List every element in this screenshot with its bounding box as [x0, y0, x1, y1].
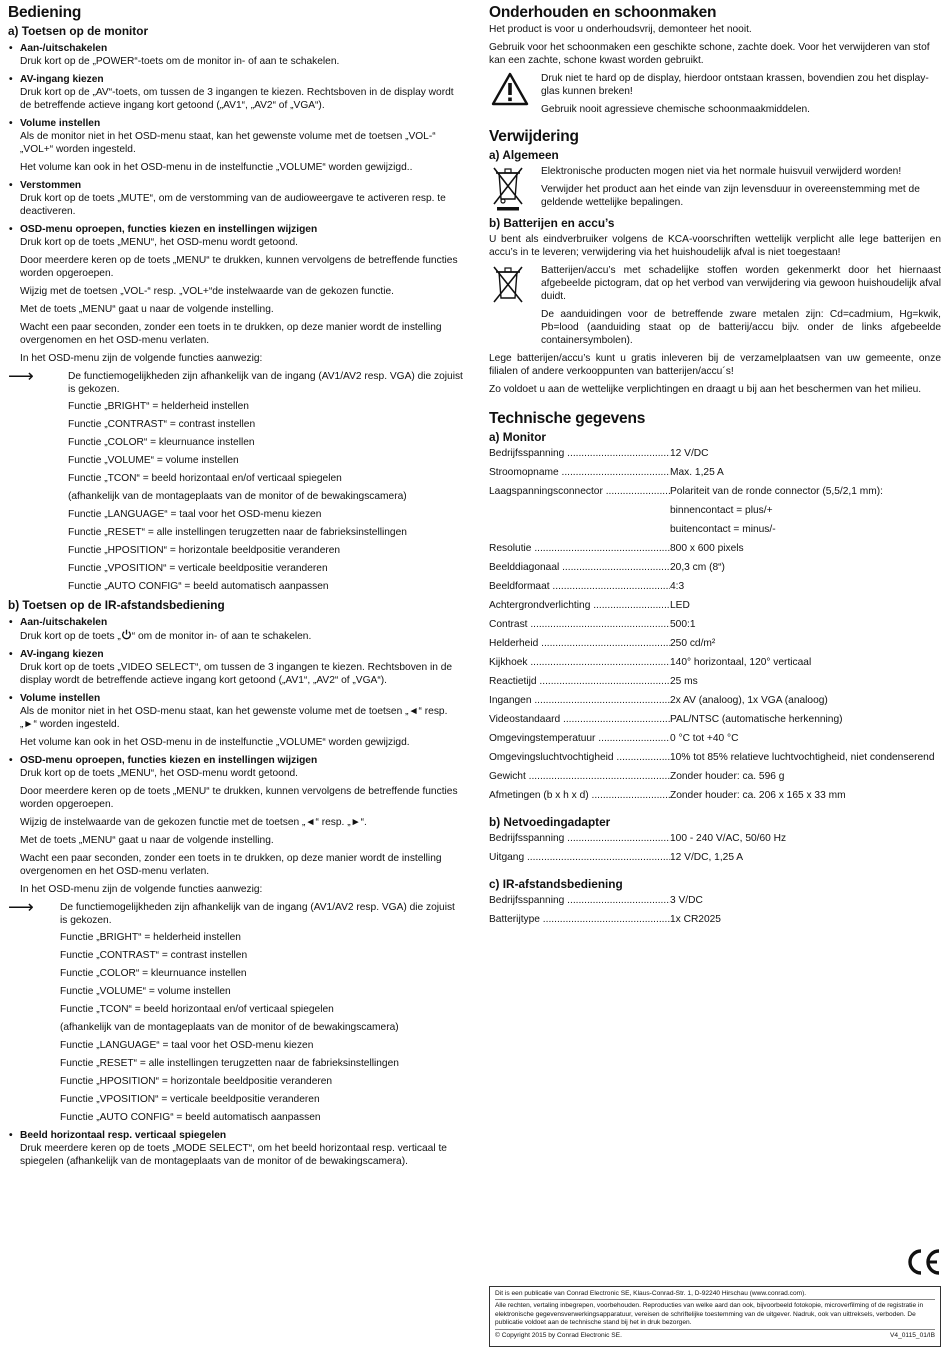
spec-row: [489, 913, 941, 926]
spec-value: LED: [670, 600, 690, 611]
text-av-input-remote: Druk kort op de toets „VIDEO SELECT“, om tussen de 3 ingangen te kiezen. Rechtsboven in de display wordt de betreffende actieve ingang kort getoond („AV1“, „AV2“ of „VGA“).: [20, 662, 453, 686]
spec-label: Achtergrondverlichting .....: [489, 599, 670, 612]
function-item: Functie „CONTRAST“ = contrast instellen: [60, 950, 248, 961]
copyright: © Copyright 2015 by Conrad Electronic SE.: [495, 1331, 622, 1339]
spec-value: 500:1: [670, 619, 696, 630]
function-item: Functie „COLOR“ = kleurnuance instellen: [60, 968, 247, 979]
text-osd-5: Wacht een paar seconden, zonder een toets in te drukken, op deze manier wordt de instelling overgenomen en het OSD-menu verlaten.: [20, 322, 442, 346]
spec-value: 2x AV (analoog), 1x VGA (analoog): [670, 695, 828, 706]
item-volume-remote: • Volume instellen: [8, 692, 463, 705]
spec-row: [489, 599, 941, 612]
text-osd-remote-2: Door meerdere keren op de toets „MENU“ te drukken, kunnen vervolgens de betreffende functies worden opgeroepen.: [20, 786, 458, 810]
ce-logo-icon: [906, 1248, 942, 1276]
item-av-input: • AV-ingang kiezen: [8, 73, 463, 86]
function-item: Functie „LANGUAGE“ = taal voor het OSD-menu kiezen: [68, 509, 322, 520]
spec-row: [489, 580, 941, 593]
spec-value: 12 V/DC: [670, 448, 709, 459]
function-item: Functie „AUTO CONFIG“ = beeld automatisch aanpassen: [68, 581, 329, 592]
function-item: Functie „RESET“ = alle instellingen terugzetten naar de fabrieksinstellingen: [68, 527, 407, 538]
text-mute: Druk kort op de toets „MUTE“, om de verstomming van de audioweergave te activeren resp. te deactiveren.: [20, 193, 446, 217]
function-item: Functie „VOLUME“ = volume instellen: [60, 986, 231, 997]
spec-row: [489, 466, 941, 479]
spec-label: Afmetingen (b x h x d) .....: [489, 789, 670, 802]
spec-value: Zonder houder: ca. 206 x 165 x 33 mm: [670, 790, 846, 801]
section-title-operation: Bediening: [8, 4, 82, 21]
item-av-input-remote: • AV-ingang kiezen: [8, 648, 463, 661]
spec-label: Resolutie .....: [489, 542, 670, 555]
spec-row: [489, 694, 941, 707]
item-mirror: • Beeld horizontaal resp. verticaal spiegelen: [8, 1129, 463, 1142]
function-item: Functie „CONTRAST“ = contrast instellen: [68, 419, 256, 430]
spec-row: [489, 675, 941, 688]
text-osd-remote-3: Wijzig de instelwaarde van de gekozen functie met de toetsen „◄“ resp. „►“.: [20, 817, 367, 828]
item-on-off-remote: • Aan-/uitschakelen: [8, 616, 463, 629]
spec-value: 140° horizontaal, 120° verticaal: [670, 657, 812, 668]
spec-value: 12 V/DC, 1,25 A: [670, 852, 744, 863]
divider: [495, 1299, 935, 1300]
subsection-title-monitor-buttons: a) Toetsen op de monitor: [8, 24, 149, 38]
function-item: (afhankelijk van de montageplaats van de monitor of de bewakingscamera): [60, 1022, 399, 1033]
text-osd-1: Druk kort op de toets „MENU“, het OSD-menu wordt getoond.: [20, 237, 299, 248]
subsection-title-power-adapter: b) Netvoedingadapter: [489, 815, 611, 829]
function-item: Functie „BRIGHT“ = helderheid instellen: [68, 401, 249, 412]
long-arrow-icon: ⟶: [8, 897, 34, 917]
text-osd-2: Door meerdere keren op de toets „MENU“ te drukken, kunnen vervolgens de betreffende functies worden opgeroepen.: [20, 255, 458, 279]
subsection-title-general: a) Algemeen: [489, 148, 559, 162]
spec-label: Ingangen .....: [489, 694, 670, 707]
text-osd-3: Wijzig met de toetsen „VOL-“ resp. „VOL+“de instelwaarde van de gekozen functie.: [20, 286, 395, 297]
note-text: De functiemogelijkheden zijn afhankelijk van de ingang (AV1/AV2 resp. VGA) die zojuist is gekozen.: [60, 902, 455, 926]
spec-table-remote: [489, 894, 941, 926]
spec-row: [489, 770, 941, 783]
spec-row: [489, 447, 941, 460]
spec-label: Reactietijd .....: [489, 675, 670, 688]
spec-table-power: [489, 832, 941, 864]
function-list: [8, 931, 463, 1124]
function-item: Functie „COLOR“ = kleurnuance instellen: [68, 437, 255, 448]
spec-value: 100 - 240 V/AC, 50/60 Hz: [670, 833, 787, 844]
spec-row: [489, 789, 941, 802]
spec-value: 0 °C tot +40 °C: [670, 733, 739, 744]
text-volume-remote-1: Als de monitor niet in het OSD-menu staat, kan het gewenste volume met de toetsen „◄“ resp. „►“ worden ingesteld.: [20, 706, 448, 730]
function-item: Functie „HPOSITION“ = horizontale beeldpositie veranderen: [68, 545, 341, 556]
text-osd-remote-1: Druk kort op de toets „MENU“, het OSD-menu wordt getoond.: [20, 768, 299, 779]
text-osd-remote-6: In het OSD-menu zijn de volgende functies aanwezig:: [20, 884, 263, 895]
spec-label: Helderheid .....: [489, 637, 670, 650]
spec-value: Polariteit van de ronde connector (5,5/2,1 mm):: [670, 486, 883, 497]
section-title-maintenance: Onderhouden en schoonmaken: [489, 4, 717, 21]
text-batteries-5: Zo voldoet u aan de wettelijke verplichtingen en draagt u bij aan het beschermen van het milieu.: [489, 384, 922, 395]
spec-label: Uitgang .....: [489, 851, 670, 864]
spec-row: [489, 561, 941, 574]
text-batteries-1: U bent als eindverbruiker volgens de KCA-voorschriften wettelijk verplicht alle lege batterijen en accu’s in te leveren; verwijdering via het huishoudelijk afval is niet toegestaan!: [489, 234, 941, 258]
function-item: Functie „VPOSITION“ = verticale beeldpositie veranderen: [68, 563, 328, 574]
text-on-off-remote: Druk kort op de toets „ “ om de monitor in- of aan te schakelen.: [20, 631, 312, 642]
divider: [495, 1329, 935, 1330]
warning-triangle-icon: [491, 72, 529, 106]
spec-row: [489, 751, 941, 764]
spec-value: 3 V/DC: [670, 895, 703, 906]
spec-label: Videostandaard .....: [489, 713, 670, 726]
imprint-line-2: Alle rechten, vertaling inbegrepen, voorbehouden. Reproducties van welke aard dan ook, bijvoorbeeld fotokopie, microverfilming of de registratie in elektronische gegevensverwerkingsapparatuur, vereisen de schriftelijke toestemming van de uitgever. Nadruk, ook van uittreksels, verboden. De publicatie voldoet aan de technische stand bij het in druk bezorgen.: [495, 1302, 924, 1327]
text-on-off: Druk kort op de „POWER“-toets om de monitor in- of aan te schakelen.: [20, 56, 340, 67]
spec-label: Contrast .....: [489, 618, 670, 631]
spec-label: Kijkhoek .....: [489, 656, 670, 669]
spec-label: Beeldformaat .....: [489, 580, 670, 593]
item-osd: • OSD-menu oproepen, functies kiezen en instellingen wijzigen: [8, 223, 463, 236]
function-item: Functie „VPOSITION“ = verticale beeldpositie veranderen: [60, 1094, 320, 1105]
function-item: Functie „TCON“ = beeld horizontaal en/of verticaal spiegelen: [60, 1004, 334, 1015]
spec-label: Stroomopname .....: [489, 466, 670, 479]
spec-value: Max. 1,25 A: [670, 467, 724, 478]
subsection-title-ir-remote: b) Toetsen op de IR-afstandsbediening: [8, 598, 225, 612]
text-osd-remote-5: Wacht een paar seconden, zonder een toets in te drukken, op deze manier wordt de instelling overgenomen en het OSD-menu verlaten.: [20, 853, 442, 877]
spec-value: 800 x 600 pixels: [670, 543, 744, 554]
spec-row: [489, 637, 941, 650]
power-icon: [121, 629, 132, 640]
spec-value-extra: binnencontact = plus/+: [670, 505, 773, 516]
text-batteries-2: Batterijen/accu’s met schadelijke stoffen worden gekenmerkt door het hiernaast afgebeelde pictogram, dat op het verbod van verwijdering via gewoon huishoudelijk afval duidt.: [541, 265, 941, 302]
text-volume-2: Het volume kan ook in het OSD-menu in de instelfunctie „VOLUME“ worden gewijzigd..: [20, 162, 413, 173]
text-volume-remote-2: Het volume kan ook in het OSD-menu in de instelfunctie „VOLUME“ worden gewijzigd.: [20, 737, 410, 748]
function-item: Functie „RESET“ = alle instellingen terugzetten naar de fabrieksinstellingen: [60, 1058, 399, 1069]
function-item: Functie „BRIGHT“ = helderheid instellen: [60, 932, 241, 943]
spec-label: Laagspanningsconnector .....: [489, 485, 670, 498]
text-maintenance-1: Het product is voor u onderhoudsvrij, demonteer het nooit.: [489, 24, 752, 35]
disposal-general-block: [489, 165, 941, 209]
item-volume: • Volume instellen: [8, 117, 463, 130]
left-column: [8, 0, 463, 1173]
spec-row: [489, 851, 941, 864]
crossed-bin-icon: [491, 264, 525, 304]
note-row: [8, 366, 463, 396]
right-column: [489, 0, 941, 932]
note-row: [8, 897, 463, 927]
subsection-title-ir-remote-specs: c) IR-afstandsbediening: [489, 877, 623, 891]
item-on-off: • Aan-/uitschakelen: [8, 42, 463, 55]
spec-label: Omgevingstemperatuur .....: [489, 732, 670, 745]
spec-value: 20,3 cm (8“): [670, 562, 725, 573]
function-item: Functie „TCON“ = beeld horizontaal en/of verticaal spiegelen: [68, 473, 342, 484]
spec-label: Batterijtype .....: [489, 913, 670, 926]
imprint-line-1: Dit is een publicatie van Conrad Electronic SE, Klaus-Conrad-Str. 1, D-92240 Hirschau (www.conrad.com).: [495, 1290, 807, 1297]
imprint-box: [489, 1286, 941, 1347]
version-code: V4_0115_01/IB: [890, 1331, 935, 1339]
battery-block: [489, 264, 941, 347]
text-osd-4: Met de toets „MENU“ gaat u naar de volgende instelling.: [20, 304, 274, 315]
long-arrow-icon: ⟶: [8, 366, 34, 386]
item-mute: • Verstommen: [8, 179, 463, 192]
text-av-input: Druk kort op de „AV“-toets, om tussen de 3 ingangen te kiezen. Rechtsboven in de display wordt de betreffende actieve ingang kort getoond („AV1“, „AV2“ of „VGA“).: [20, 87, 454, 111]
item-osd-remote: • OSD-menu oproepen, functies kiezen en instellingen wijzigen: [8, 754, 463, 767]
text-batteries-4: Lege batterijen/accu’s kunt u gratis inleveren bij de verzamelplaatsen van uw gemeente, onze filialen of andere verkooppunten van batterijen/accu´s!: [489, 353, 941, 377]
spec-value-extra: buitencontact = minus/-: [670, 524, 776, 535]
text-disposal-1: Elektronische producten mogen niet via het normale huisvuil verwijderd worden!: [541, 166, 902, 177]
function-item: Functie „VOLUME“ = volume instellen: [68, 455, 239, 466]
text-batteries-3: De aanduidingen voor de betreffende zware metalen zijn: Cd=cadmium, Hg=kwik, Pb=lood (aanduiding staat op de batterij/accu bijv. onder de links afgebeelde containersymbolen).: [541, 309, 941, 346]
spec-label: Gewicht .....: [489, 770, 670, 783]
text-osd-remote-4: Met de toets „MENU“ gaat u naar de volgende instelling.: [20, 835, 274, 846]
text-mirror: Druk meerdere keren op de toets „MODE SELECT“, om het beeld horizontaal resp. verticaal te spiegelen (afhankelijk van de montageplaats van de monitor of de bewakingscamera).: [20, 1143, 447, 1167]
text-disposal-2: Verwijder het product aan het einde van zijn levensduur in overeenstemming met de geldende wettelijke bepalingen.: [541, 184, 920, 208]
subsection-title-batteries: b) Batterijen en accu’s: [489, 216, 615, 230]
warning-block: [489, 72, 941, 116]
imprint-bottom-row: [495, 1332, 935, 1340]
function-item: Functie „LANGUAGE“ = taal voor het OSD-menu kiezen: [60, 1040, 314, 1051]
text-maintenance-2: Gebruik voor het schoonmaken een geschikte schone, zachte doek. Voor het verwijderen van stof kan een zachte, schone kwast worden gebruikt.: [489, 42, 930, 66]
spec-value: 10% tot 85% relatieve luchtvochtigheid, niet condenserend: [670, 752, 935, 763]
warning-text-1: Druk niet te hard op de display, hierdoor ontstaan krassen, bovendien zou het display-glas kunnen breken!: [541, 73, 929, 97]
spec-row: [489, 485, 941, 498]
spec-label: Bedrijfsspanning .....: [489, 894, 670, 907]
spec-row: [489, 618, 941, 631]
spec-value: 25 ms: [670, 676, 698, 687]
ce-mark: [906, 1248, 942, 1281]
crossed-bin-icon: [491, 165, 525, 211]
spec-row: [489, 542, 941, 555]
subsection-title-monitor-specs: a) Monitor: [489, 430, 547, 444]
spec-row: [489, 732, 941, 745]
spec-row: [489, 832, 941, 845]
spec-value: PAL/NTSC (automatische herkenning): [670, 714, 843, 725]
function-item: Functie „AUTO CONFIG“ = beeld automatisch aanpassen: [60, 1112, 321, 1123]
section-title-disposal: Verwijdering: [489, 128, 579, 145]
spec-row: [489, 713, 941, 726]
spec-table-monitor: [489, 447, 941, 802]
spec-value: 4:3: [670, 581, 685, 592]
spec-value: 1x CR2025: [670, 914, 721, 925]
warning-text-2: Gebruik nooit agressieve chemische schoonmaakmiddelen.: [541, 104, 810, 115]
spec-label: Bedrijfsspanning .....: [489, 832, 670, 845]
section-title-specs: Technische gegevens: [489, 410, 646, 427]
text-osd-6: In het OSD-menu zijn de volgende functies aanwezig:: [20, 353, 263, 364]
spec-row: [489, 894, 941, 907]
function-list: [8, 400, 463, 593]
spec-value: 250 cd/m²: [670, 638, 716, 649]
text-volume-1: Als de monitor niet in het OSD-menu staat, kan het gewenste volume met de toetsen „VOL-“ „VOL+“ worden ingesteld.: [20, 131, 436, 155]
spec-label: Bedrijfsspanning .....: [489, 447, 670, 460]
note-text: De functiemogelijkheden zijn afhankelijk van de ingang (AV1/AV2 resp. VGA) die zojuist is gekozen.: [68, 371, 463, 395]
spec-label: Omgevingsluchtvochtigheid .....: [489, 751, 670, 764]
spec-row: [489, 656, 941, 669]
spec-label: Beelddiagonaal .....: [489, 561, 670, 574]
spec-value: Zonder houder: ca. 596 g: [670, 771, 785, 782]
function-item: Functie „HPOSITION“ = horizontale beeldpositie veranderen: [60, 1076, 333, 1087]
function-item: (afhankelijk van de montageplaats van de monitor of de bewakingscamera): [68, 491, 407, 502]
